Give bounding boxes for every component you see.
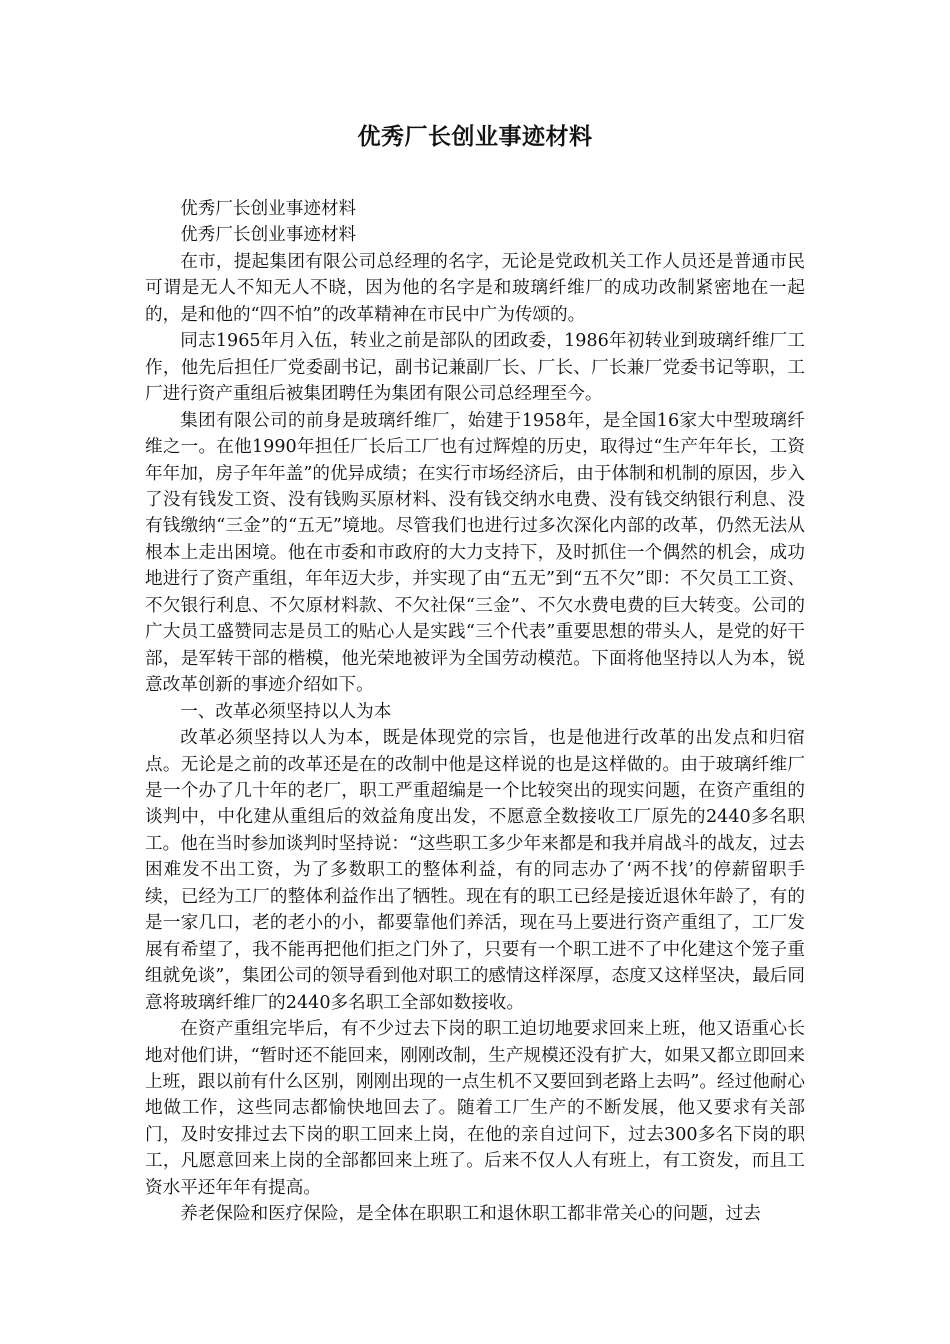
paragraph: 优秀厂长创业事迹材料 bbox=[180, 199, 357, 219]
paragraph: 养老保险和医疗保险，是全体在职职工和退休职工都非常关心的问题，过去 bbox=[180, 1204, 761, 1225]
paragraph: 同志1965年月入伍，转业之前是部队的团政委，1986年初转业到玻璃纤维厂工作，他先后担任厂党委副书记，副书记兼副厂长、厂长、厂长兼厂党委书记等职，工厂进行资产重组后被集团聘任为集团有限公司总经理至今。 bbox=[145, 331, 805, 405]
paragraph: 在市，提起集团有限公司总经理的名字，无论是党政机关工作人员还是普通市民可谓是无人不知无人不晓，因为他的名字是和玻璃纤维厂的成功改制紧密地在一起的，是和他的“四不怕”的改革精神在市民中广为传颂的。 bbox=[145, 251, 805, 325]
paragraph: 优秀厂长创业事迹材料 bbox=[180, 225, 357, 246]
paragraph: 集团有限公司的前身是玻璃纤维厂，始建于1958年，是全国16家大中型玻璃纤维之一。在他1990年担任厂长后工厂也有过辉煌的历史，取得过“生产年年长，工资年年加，房子年年盖”的优异成绩；在实行市场经济后，由于体制和机制的原因，步入了没有钱发工资、没有钱购买原材料、没有钱交纳水电费、没有钱交纳银行利息、没有钱缴纳“三金”的“五无”境地。尽管我们也进行过多次深化内部的改革，仍然无法从根本上走出困境。他在市委和市政府的大力支持下，及时抓住一个偶然的机会，成功地进行了资产重组，年年迈大步，并实现了由“五无”到“五不欠”即：不欠员工工资、不欠银行利息、不欠原材料款、不欠社保“三金”、不欠水费电费的巨大转变。公司的广大员工盛赞同志是员工的贴心人是实践“三个代表”重要思想的带头人，是党的好干部，是军转干部的楷模，他光荣地被评为全国劳动模范。下面将他坚持以人为本，锐意改革创新的事迹介绍如下。 bbox=[145, 410, 805, 696]
paragraph: 在资产重组完毕后，有不少过去下岗的职工迫切地要求回来上班，他又语重心长地对他们讲，“暂时还不能回来，刚刚改制，生产规模还没有扩大，如果又都立即回来上班，跟以前有什么区别，刚刚出现的一点生机不又要回到老路上去吗”。经过他耐心地做工作，这些同志都愉快地回去了。随着工厂生产的不断发展，他又要求有关部门，及时安排过去下岗的职工回来上岗，在他的亲自过问下，过去300多名下岗的职工，凡愿意回来上岗的全部都回来上班了。后来不仅人人有班上，有工资发，而且工资水平还年年有提高。 bbox=[145, 1019, 805, 1198]
document-body bbox=[145, 196, 805, 1228]
paragraph: 改革必须坚持以人为本，既是体现党的宗旨，也是他进行改革的出发点和归宿点。无论是之前的改革还是在的改制中他是这样说的也是这样做的。由于玻璃纤维厂是一个办了几十年的老厂，职工严重超编是一个比较突出的现实问题，在资产重组的谈判中，中化建从重组后的效益角度出发，不愿意全数接收工厂原先的2440多名职工。他在当时参加谈判时坚持说：“这些职工多少年来都是和我并肩战斗的战友，过去困难发不出工资，为了多数职工的整体利益，有的同志办了‘两不找’的停薪留职手续，已经为工厂的整体利益作出了牺牲。现在有的职工已经是接近退休年龄了，有的是一家几口，老的老小的小，都要靠他们养活，现在马上要进行资产重组了，工厂发展有希望了，我不能再把他们拒之门外了，只要有一个职工进不了中化建这个笼子重组就免谈”，集团公司的领导看到他对职工的感情这样深厚，态度又这样坚决，最后同意将玻璃纤维厂的2440多名职工全部如数接收。 bbox=[145, 728, 805, 1013]
document-title: 优秀厂长创业事迹材料 bbox=[357, 123, 593, 150]
section-heading: 一、改革必须坚持以人为本 bbox=[180, 701, 392, 722]
